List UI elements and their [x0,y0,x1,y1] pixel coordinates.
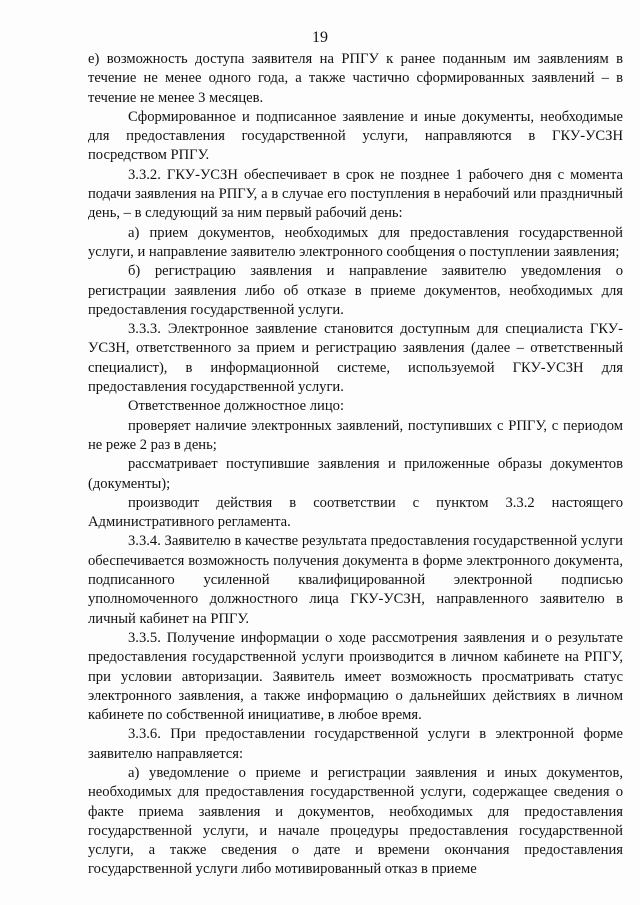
paragraph: е) возможность доступа заявителя на РПГУ к ранее поданным им заявлениям в течение не менее одного года, а также частично сформированных заявлений – в течение не менее 3 месяцев. [88,51,623,106]
paragraph: Ответственное должностное лицо: [128,398,344,415]
paragraph: производит действия в соответствии с пунктом 3.3.2 настоящего Административного регламента. [88,494,623,531]
paragraph: 3.3.6. При предоставлении государственной услуги в электронной форме заявителю направляется: [88,726,623,762]
paragraph: а) прием документов, необходимых для предоставления государственной услуги, и направление заявителю электронного сообщения о поступлении заявления; [88,224,623,260]
page-number: 19 [312,29,328,46]
document-body [88,50,623,880]
paragraph: Сформированное и подписанное заявление и иные документы, необходимые для предоставления государственной услуги, направляются в ГКУ-УСЗН посредством РПГУ. [88,108,623,164]
paragraph: 3.3.2. ГКУ-УСЗН обеспечивает в срок не позднее 1 рабочего дня с момента подачи заявления на РПГУ, а в случае его поступления в нерабочий или праздничный день, – в следующий за ним первый рабочий день: [88,166,623,222]
paragraph: 3.3.4. Заявителю в качестве результата предоставления государственной услуги обеспечивается возможность получения документа в форме электронного документа, подписанного усиленной квалифицированной электронной подписью уполномоченного должностного лица ГКУ-УСЗН, направленного заявителю в личный кабинет на РПГУ. [88,533,623,627]
paragraph: б) регистрацию заявления и направление заявителю уведомления о регистрации заявления либо об отказе в приеме документов, необходимых для предоставления государственной услуги. [88,263,623,318]
paragraph: проверяет наличие электронных заявлений, поступивших с РПГУ, с периодом не реже 2 раз в день; [88,417,623,453]
paragraph: а) уведомление о приеме и регистрации заявления и иных документов, необходимых для предоставления государственной услуги, содержащее сведения о факте приема заявления и документов, необходимых для предоставления государственной услуги, и начале процедуры предоставления государственной услуги, а также сведения о дате и времени окончания предоставления государственной услуги либо мотивированный отказ в приеме [88,764,623,878]
paragraph: 3.3.5. Получение информации о ходе рассмотрения заявления и о результате предоставления государственной услуги производится в личном кабинете на РПГУ, при условии авторизации. Заявитель имеет возможность просматривать статус электронного заявления, а также информацию о дальнейших действиях в личном кабинете по собственной инициативе, в любое время. [88,629,623,724]
paragraph: 3.3.3. Электронное заявление становится доступным для специалиста ГКУ-УСЗН, ответственного за прием и регистрацию заявления (далее – ответственный специалист), в информационной системе, используемой ГКУ-УСЗН для предоставления государственной услуги. [88,321,623,396]
paragraph: рассматривает поступившие заявления и приложенные образы документов (документы); [88,456,623,492]
